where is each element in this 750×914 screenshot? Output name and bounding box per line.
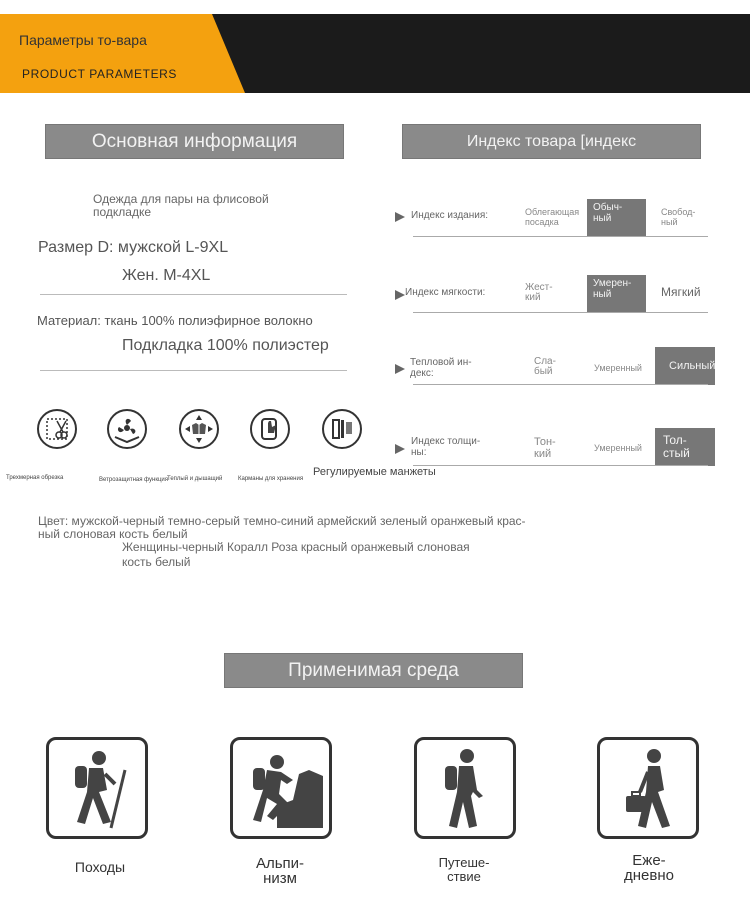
index-label: Индекс издания:	[411, 210, 489, 221]
size-men: Размер D: мужской L-9XL	[38, 239, 229, 256]
index-label: Индекс мягкости:	[405, 287, 486, 298]
arrow-icon	[395, 444, 405, 454]
index-option: Тон-кий	[534, 436, 556, 460]
env-label: Еже-дневно	[624, 852, 674, 884]
index-option: Умеренный	[594, 443, 642, 453]
index-line	[413, 384, 708, 385]
colors-women: Женщины-черный Коралл Роза красный оранжевый слоновая кость белый	[122, 540, 470, 569]
feature-label: Карманы для хранения	[238, 476, 304, 482]
material-lining: Подкладка 100% полиэстер	[122, 337, 329, 354]
colors-men: Цвет: мужской-черный темно-серый темно-синий армейский зеленый оранжевый крас-ный слоновая кость белый	[38, 514, 526, 541]
pocket-icon	[250, 409, 290, 449]
header-accent	[0, 14, 245, 93]
material-fabric: Материал: ткань 100% полиэфирное волокно	[37, 313, 313, 328]
hiking-icon	[46, 737, 148, 839]
index-label: Индекс толщи-ны:	[411, 436, 481, 458]
feature-label: Регулируемые манжеты	[313, 466, 436, 478]
index-option-selected: Тол-стый	[655, 428, 715, 466]
cuff-icon	[322, 409, 362, 449]
feature-label: Ветрозащитная функция	[99, 477, 169, 483]
header-title-en: PRODUCT PARAMETERS	[22, 67, 178, 81]
index-option: Умеренный	[594, 363, 642, 373]
index-label: Тепловой ин-декс:	[410, 357, 472, 379]
product-description: Одежда для пары на флисовой подкладке	[93, 192, 269, 219]
index-option-selected: Умерен-ный	[587, 275, 646, 313]
travel-icon	[414, 737, 516, 839]
index-option: Сла-бый	[534, 356, 556, 377]
index-option: Мягкий	[661, 285, 701, 299]
index-line	[413, 236, 708, 237]
index-line	[413, 312, 708, 313]
index-line	[413, 465, 708, 466]
header-title-ru: Параметры то-вара	[19, 32, 147, 48]
divider	[40, 294, 347, 295]
basic-info-title: Основная информация	[45, 124, 344, 159]
fan-icon	[107, 409, 147, 449]
index-option-selected: Обыч-ный	[587, 199, 646, 237]
env-label: Альпи-низм	[255, 855, 305, 887]
scissors-icon	[37, 409, 77, 449]
index-option: Жест-кий	[525, 282, 553, 303]
arrow-icon	[395, 364, 405, 374]
index-option: Свобод-ный	[661, 207, 696, 227]
feature-label: Теплый и дышащий	[167, 476, 223, 482]
climbing-icon	[230, 737, 332, 839]
arrow-icon	[395, 212, 405, 222]
env-label: Походы	[74, 859, 126, 875]
arrow-icon	[395, 290, 405, 300]
daily-icon	[597, 737, 699, 839]
index-option: Облегающая посадка	[525, 207, 580, 227]
feature-label: Трехмерная обрезка	[6, 475, 64, 481]
breathable-icon	[179, 409, 219, 449]
index-option-selected: Сильный	[655, 347, 715, 385]
environment-title: Применимая среда	[224, 653, 523, 688]
divider	[40, 370, 347, 371]
env-label: Путеше-ствие	[438, 855, 490, 884]
product-index-title: Индекс товара [индекс	[402, 124, 701, 159]
size-women: Жен. M-4XL	[122, 267, 211, 284]
